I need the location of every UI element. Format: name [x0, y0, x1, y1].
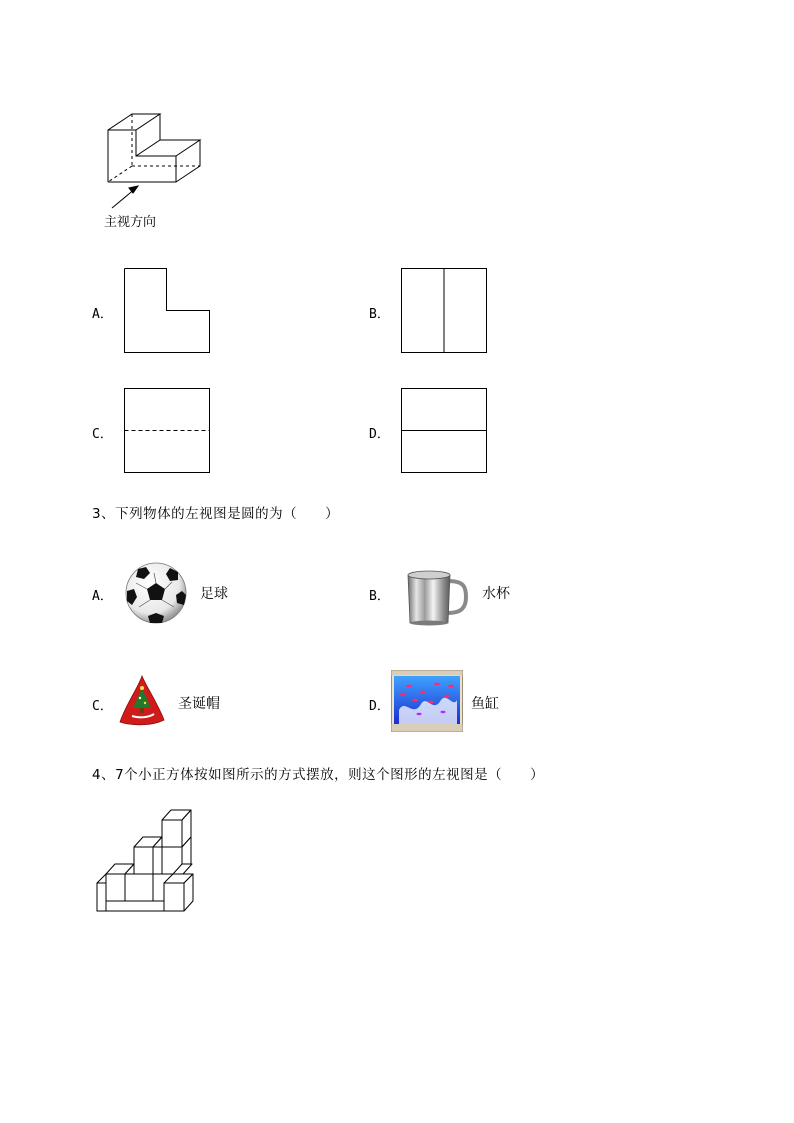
q3-option-label-c: 圣诞帽 — [178, 696, 220, 712]
christmas-hat-icon[interactable] — [118, 674, 166, 728]
option-a-l-shape-diagram[interactable] — [124, 268, 210, 354]
q3-option-letter-a: A． — [92, 589, 113, 604]
option-letter-a: A． — [92, 307, 113, 322]
q3-option-label-a: 足球 — [200, 586, 228, 602]
metal-mug-icon[interactable] — [404, 569, 468, 627]
solid-figure — [96, 104, 216, 194]
q3-option-letter-c: C． — [92, 699, 113, 714]
option-letter-d: D． — [369, 427, 390, 442]
option-c-dashed-split-diagram[interactable] — [124, 388, 210, 474]
option-letter-c: C． — [92, 427, 113, 442]
question-4-text: 4、7个小正方体按如图所示的方式摆放，则这个图形的左视图是（ ） — [92, 767, 545, 783]
q3-option-label-d: 鱼缸 — [471, 696, 499, 712]
option-b-vertical-split-diagram[interactable] — [401, 268, 487, 354]
q3-option-label-b: 水杯 — [482, 586, 510, 602]
cube-stack-figure — [96, 808, 206, 918]
q3-option-letter-d: D． — [369, 699, 390, 714]
soccer-ball-icon[interactable] — [124, 561, 188, 625]
q3-option-letter-b: B． — [369, 589, 390, 604]
question-3-text: 3、下列物体的左视图是圆的为（ ） — [92, 506, 340, 522]
fish-tank-icon[interactable] — [391, 670, 463, 732]
option-d-horizontal-split-diagram[interactable] — [401, 388, 487, 474]
view-direction-caption: 主视方向 — [104, 215, 157, 230]
option-letter-b: B． — [369, 307, 390, 322]
